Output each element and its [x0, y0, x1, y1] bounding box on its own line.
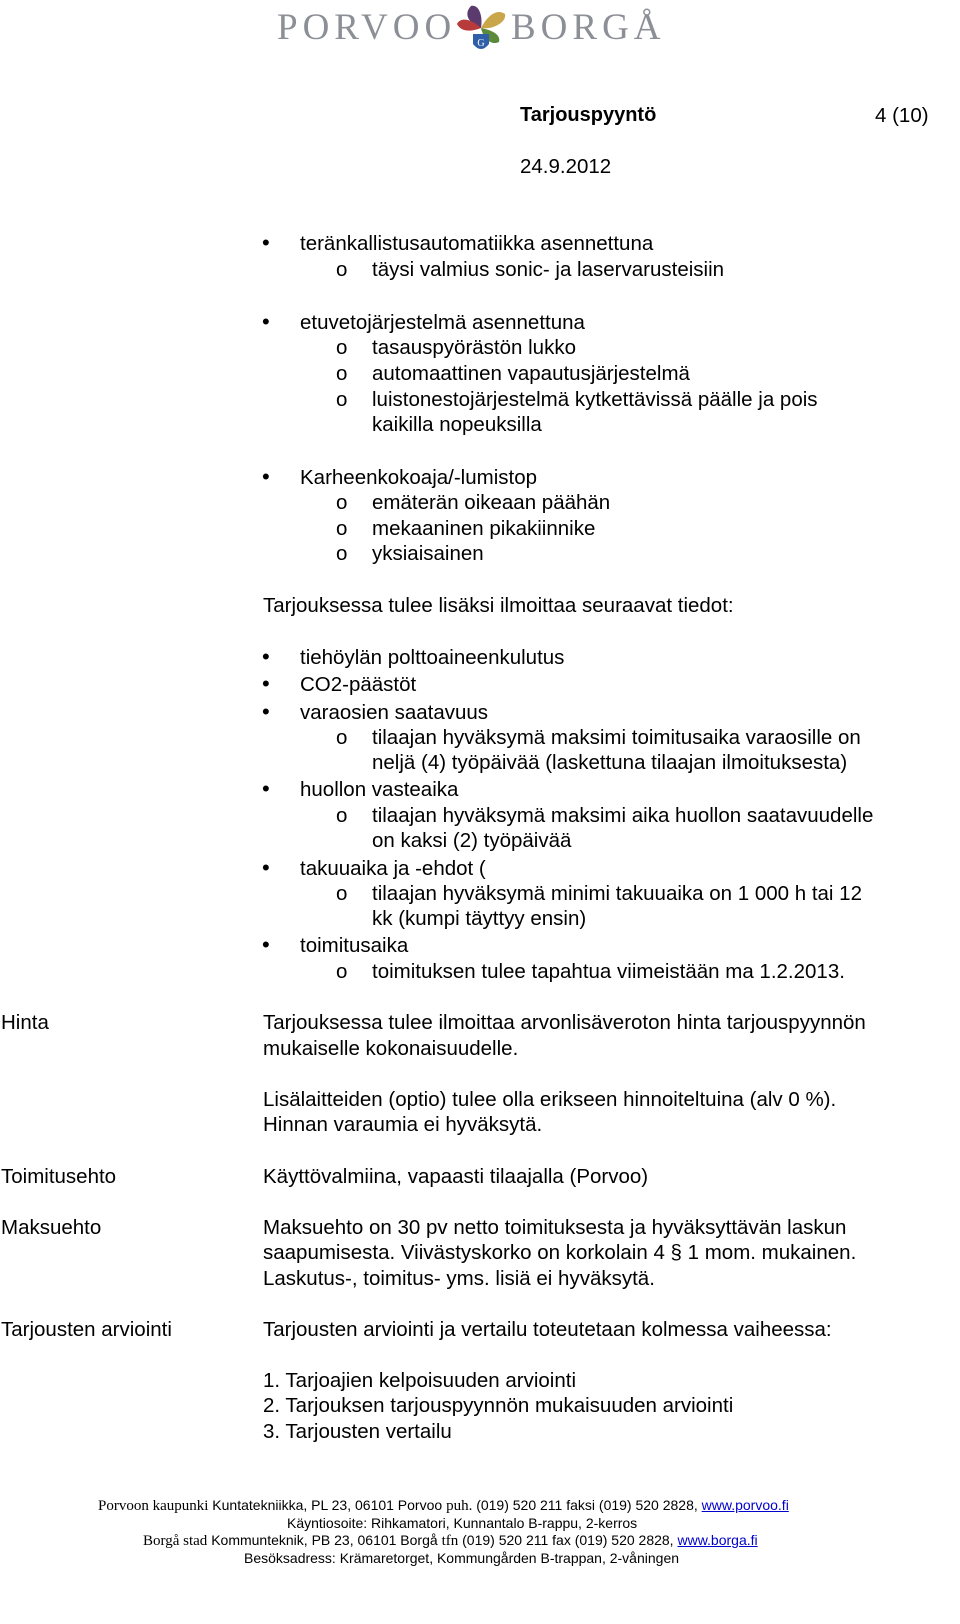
footer-numbers-sv: (019) 520 211 fax (019) 520 2828,	[458, 1532, 678, 1548]
paragraph-line: Käyttövalmiina, vapaasti tilaajalla (Porvoo)	[263, 1165, 649, 1188]
paragraph-line: Lisälaitteiden (optio) tulee olla erikseen hinnoiteltuina (alv 0 %).	[263, 1088, 837, 1111]
list-item: varaosien saatavuus	[300, 701, 489, 724]
porvoo-borga-logo	[277, 0, 685, 56]
bullet-icon: •	[262, 932, 270, 957]
paragraph-line: Laskutus-, toimitus- yms. lisiä ei hyväksytä.	[263, 1267, 655, 1290]
document-date: 24.9.2012	[520, 155, 612, 178]
svg-text:G: G	[477, 38, 485, 49]
sub-bullet-icon: o	[336, 882, 348, 905]
footer-link-borga[interactable]: www.borga.fi	[677, 1532, 758, 1548]
paragraph-line: saapumisesta. Viivästyskorko on korkolain 4 § 1 mom. mukainen.	[263, 1241, 857, 1264]
sub-list-item: toimituksen tulee tapahtua viimeistään ma 1.2.2013.	[372, 960, 845, 983]
logo-text-borga: BORGÅ	[511, 7, 666, 48]
numbered-item: 2. Tarjouksen tarjouspyynnön mukaisuuden arviointi	[263, 1394, 734, 1417]
sub-bullet-icon: o	[336, 517, 348, 540]
footer-finnish-contact	[98, 1497, 789, 1515]
footer-address-fi: Kuntatekniikka, PL 23, 06101 Porvoo	[208, 1497, 447, 1513]
logo-text-porvoo: PORVOO	[277, 7, 457, 48]
bullet-icon: •	[262, 855, 270, 880]
footer-phone-label-fi: puh.	[446, 1498, 473, 1514]
list-item: etuvetojärjestelmä asennettuna	[300, 311, 585, 334]
list-item: CO2-päästöt	[300, 673, 417, 696]
paragraph-line: Maksuehto on 30 pv netto toimituksesta ja hyväksyttävän laskun	[263, 1216, 847, 1239]
sub-list-item: automaattinen vapautusjärjestelmä	[372, 362, 690, 385]
paragraph-line: Tarjouksessa tulee ilmoittaa arvonlisäveroton hinta tarjouspyynnön	[263, 1011, 866, 1034]
page-number: 4 (10)	[875, 104, 929, 127]
bullet-icon: •	[262, 699, 270, 724]
bullet-icon: •	[262, 644, 270, 669]
sub-list-item: tilaajan hyväksymä maksimi toimitusaika varaosille on	[372, 726, 861, 749]
sub-list-item: luistonestojärjestelmä kytkettävissä päälle ja pois	[372, 388, 818, 411]
sub-list-item-continuation: neljä (4) työpäivää (laskettuna tilaajan ilmoituksesta)	[372, 751, 848, 774]
footer-numbers-fi: (019) 520 211 faksi (019) 520 2828,	[472, 1497, 702, 1513]
bullet-icon: •	[262, 776, 270, 801]
footer-link-porvoo[interactable]: www.porvoo.fi	[701, 1497, 789, 1513]
footer-phone-label-sv: tfn	[441, 1533, 459, 1549]
section-label-hinta: Hinta	[1, 1011, 49, 1034]
sub-bullet-icon: o	[336, 960, 348, 983]
footer-visit-fi: Käyntiosoite: Rihkamatori, Kunnantalo B-rappu, 2-kerros	[287, 1515, 638, 1531]
footer-visit-sv: Besöksadress: Krämaretorget, Kommungården B-trappan, 2-våningen	[244, 1550, 680, 1566]
list-item: Karheenkokoaja/-lumistop	[300, 466, 538, 489]
sub-list-item-continuation: kk (kumpi täyttyy ensin)	[372, 907, 587, 930]
sub-bullet-icon: o	[336, 388, 348, 411]
bullet-icon: •	[262, 309, 270, 334]
sub-bullet-icon: o	[336, 336, 348, 359]
list-item: toimitusaika	[300, 934, 409, 957]
sub-bullet-icon: o	[336, 491, 348, 514]
sub-bullet-icon: o	[336, 804, 348, 827]
sub-bullet-icon: o	[336, 726, 348, 749]
footer-city-fi: Porvoon kaupunki	[98, 1498, 209, 1514]
sub-bullet-icon: o	[336, 542, 348, 565]
list-item: takuuaika ja -ehdot (	[300, 857, 486, 880]
numbered-item: 3. Tarjousten vertailu	[263, 1420, 452, 1443]
sub-list-item: täysi valmius sonic- ja laservarusteisiin	[372, 258, 725, 281]
sub-bullet-icon: o	[336, 362, 348, 385]
sub-list-item: tilaajan hyväksymä maksimi aika huollon saatavuudelle	[372, 804, 874, 827]
paragraph-line: Hinnan varaumia ei hyväksytä.	[263, 1113, 543, 1136]
sub-list-item: tasauspyörästön lukko	[372, 336, 576, 359]
paragraph-line: mukaiselle kokonaisuudelle.	[263, 1037, 519, 1060]
sub-list-item: mekaaninen pikakiinnike	[372, 517, 596, 540]
footer-address-sv: Kommunteknik, PB 23, 06101 Borgå	[207, 1532, 442, 1548]
section-label-toimitusehto: Toimitusehto	[1, 1165, 117, 1188]
paragraph-line: Tarjousten arviointi ja vertailu toteutetaan kolmessa vaiheessa:	[263, 1318, 832, 1341]
bullet-icon: •	[262, 464, 270, 489]
sub-list-item-continuation: on kaksi (2) työpäivää	[372, 829, 572, 852]
bullet-icon: •	[262, 671, 270, 696]
section-label-maksuehto: Maksuehto	[1, 1216, 102, 1239]
list-item: huollon vasteaika	[300, 778, 459, 801]
footer-city-sv: Borgå stad	[143, 1533, 208, 1549]
sub-list-item: tilaajan hyväksymä minimi takuuaika on 1 000 h tai 12	[372, 882, 862, 905]
sub-bullet-icon: o	[336, 258, 348, 281]
logo-emblem-icon	[453, 2, 509, 56]
list-item: tiehöylän polttoaineenkulutus	[300, 646, 565, 669]
info-intro: Tarjouksessa tulee lisäksi ilmoittaa seuraavat tiedot:	[263, 594, 734, 617]
list-item: teränkallistusautomatiikka asennettuna	[300, 232, 654, 255]
document-title: Tarjouspyyntö	[520, 104, 657, 126]
section-label-arviointi: Tarjousten arviointi	[1, 1318, 172, 1341]
sub-list-item-continuation: kaikilla nopeuksilla	[372, 413, 542, 436]
sub-list-item: emäterän oikeaan päähän	[372, 491, 611, 514]
bullet-icon: •	[262, 230, 270, 255]
sub-list-item: yksiaisainen	[372, 542, 484, 565]
numbered-item: 1. Tarjoajien kelpoisuuden arviointi	[263, 1369, 577, 1392]
footer-swedish-contact	[143, 1532, 758, 1550]
